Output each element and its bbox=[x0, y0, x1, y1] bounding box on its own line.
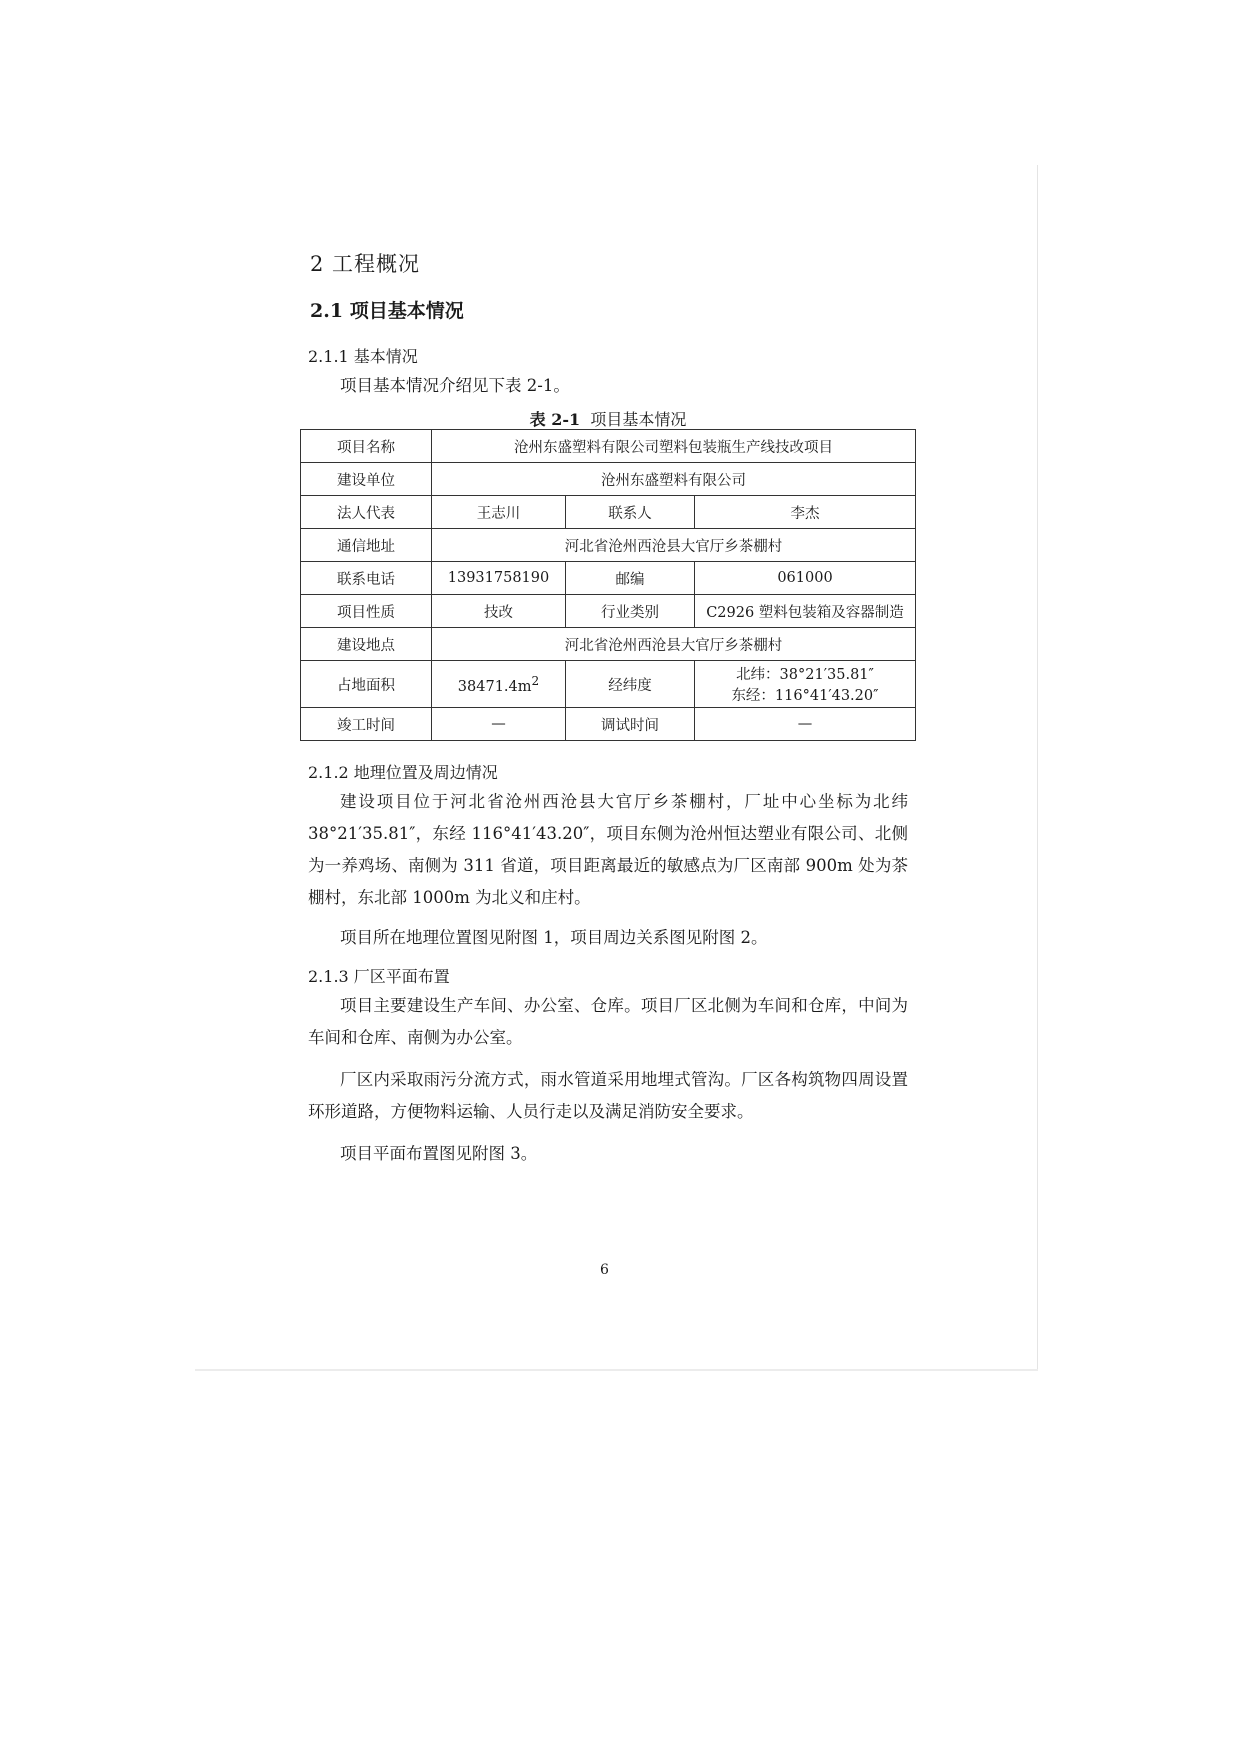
project-info-table bbox=[300, 429, 916, 741]
table-row bbox=[301, 463, 916, 496]
table-caption bbox=[300, 407, 916, 430]
table-caption-title: 项目基本情况 bbox=[590, 410, 687, 429]
section-title: 项目基本情况 bbox=[349, 300, 464, 322]
label-address: 通信地址 bbox=[301, 529, 432, 562]
value-nature: 技改 bbox=[432, 595, 566, 628]
scan-page-edge-right bbox=[1037, 165, 1038, 1370]
value-legal-rep: 王志川 bbox=[432, 496, 566, 529]
layout-paragraph-2: 厂区内采取雨污分流方式，雨水管道采用地埋式管沟。厂区各构筑物四周设置环形道路，方便物料运输、人员行走以及满足消防安全要求。 bbox=[308, 1070, 908, 1121]
value-area-number: 38471.4m bbox=[457, 678, 532, 695]
label-completion: 竣工时间 bbox=[301, 708, 432, 741]
section-heading bbox=[310, 296, 464, 323]
value-industry: C2926 塑料包装箱及容器制造 bbox=[695, 595, 916, 628]
table-row bbox=[301, 628, 916, 661]
value-area-unit-sup: 2 bbox=[531, 673, 540, 688]
label-builder: 建设单位 bbox=[301, 463, 432, 496]
chapter-heading: 2 工程概况 bbox=[310, 252, 421, 276]
layout-paragraph-1: 项目主要建设生产车间、办公室、仓库。项目厂区北侧为车间和仓库，中间为车间和仓库、南侧为办公室。 bbox=[308, 996, 908, 1047]
value-contact: 李杰 bbox=[695, 496, 916, 529]
label-area: 占地面积 bbox=[301, 661, 432, 708]
scan-page-edge-bottom bbox=[195, 1369, 1038, 1371]
label-coords: 经纬度 bbox=[566, 661, 695, 708]
location-paragraph: 建设项目位于河北省沧州西沧县大官厅乡茶棚村，厂址中心坐标为北纬 38°21′35.81″，东经 116°41′43.20″，项目东侧为沧州恒达塑业有限公司、北侧为一养鸡场、南侧为 311 省道，项目距离最近的敏感点为厂区南部 900m 处为茶棚村，东北部 1000m 为北义和庄村。 bbox=[308, 792, 908, 907]
value-phone: 13931758190 bbox=[432, 562, 566, 595]
location-figures-paragraph: 项目所在地理位置图见附图 1，项目周边关系图见附图 2。 bbox=[340, 928, 768, 947]
value-area bbox=[432, 661, 566, 708]
label-industry: 行业类别 bbox=[566, 595, 695, 628]
value-completion: — bbox=[432, 708, 566, 741]
label-project-name: 项目名称 bbox=[301, 430, 432, 463]
subsection-heading-2-1-2: 2.1.2 地理位置及周边情况 bbox=[308, 763, 498, 782]
label-postcode: 邮编 bbox=[566, 562, 695, 595]
layout-paragraph-3: 项目平面布置图见附图 3。 bbox=[340, 1144, 538, 1163]
subsection-heading-2-1-1: 2.1.1 基本情况 bbox=[308, 347, 418, 366]
subsection-heading-2-1-3: 2.1.3 厂区平面布置 bbox=[308, 967, 450, 986]
table-intro-paragraph: 项目基本情况介绍见下表 2-1。 bbox=[340, 376, 570, 395]
value-site: 河北省沧州西沧县大官厅乡茶棚村 bbox=[432, 628, 916, 661]
table-row bbox=[301, 496, 916, 529]
label-nature: 项目性质 bbox=[301, 595, 432, 628]
value-coords-north: 北纬：38°21′35.81″ bbox=[736, 667, 874, 683]
table-row bbox=[301, 430, 916, 463]
value-project-name: 沧州东盛塑料有限公司塑料包装瓶生产线技改项目 bbox=[432, 430, 916, 463]
table-row bbox=[301, 595, 916, 628]
value-postcode: 061000 bbox=[695, 562, 916, 595]
label-contact: 联系人 bbox=[566, 496, 695, 529]
page-number: 6 bbox=[600, 1262, 609, 1278]
label-legal-rep: 法人代表 bbox=[301, 496, 432, 529]
value-trial: — bbox=[695, 708, 916, 741]
value-builder: 沧州东盛塑料有限公司 bbox=[432, 463, 916, 496]
table-row bbox=[301, 661, 916, 708]
label-site: 建设地点 bbox=[301, 628, 432, 661]
label-phone: 联系电话 bbox=[301, 562, 432, 595]
table-row bbox=[301, 708, 916, 741]
section-number: 2.1 bbox=[310, 300, 344, 322]
value-coords-east: 东经：116°41′43.20″ bbox=[731, 688, 879, 704]
value-coords bbox=[695, 661, 916, 708]
table-caption-number: 表 2-1 bbox=[529, 410, 581, 429]
label-trial: 调试时间 bbox=[566, 708, 695, 741]
table-row bbox=[301, 529, 916, 562]
table-row bbox=[301, 562, 916, 595]
value-address: 河北省沧州西沧县大官厅乡茶棚村 bbox=[432, 529, 916, 562]
